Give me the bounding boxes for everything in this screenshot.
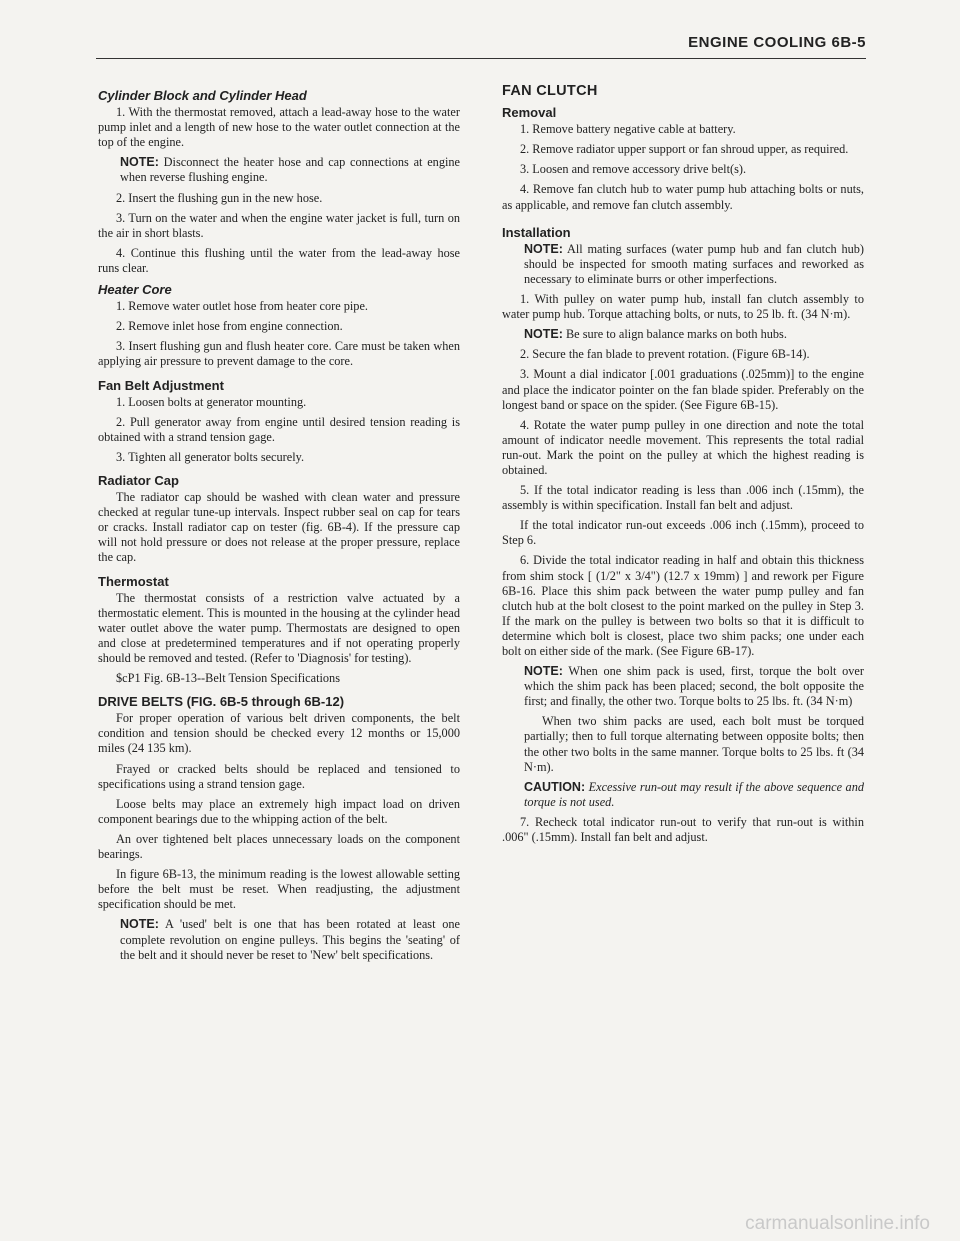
note-text: A 'used' belt is one that has been rotated at least one complete revolution on engine pulleys. This begins the 'seating' of the belt and it should never be reset to 'New' belt specifications. (120, 917, 460, 962)
section-heading-radiator-cap: Radiator Cap (98, 472, 179, 488)
note (524, 664, 864, 709)
note-label: NOTE: (120, 155, 159, 170)
note-text: When one shim pack is used, first, torque the bolt over which the shim pack has been placed; second, the bolt opposite the first; and finally, the other two. Torque bolts to 25 lbs. ft. (34 N·m) (524, 664, 864, 709)
note (120, 155, 460, 185)
section-heading-thermostat: Thermostat (98, 573, 169, 589)
caution-label: CAUTION: (524, 779, 586, 794)
note-label: NOTE: (524, 327, 563, 342)
paragraph: 5. If the total indicator reading is less than .006 inch (.15mm), the assembly is within specification. Install fan belt and adjust. (502, 483, 864, 513)
paragraph: 2. Pull generator away from engine until desired tension reading is obtained with a strand tension gage. (98, 414, 460, 444)
watermark: carmanualsonline.info (745, 1213, 930, 1234)
note-label: NOTE: (524, 664, 563, 679)
paragraph: 2. Remove radiator upper support or fan shroud upper, as required. (520, 142, 849, 157)
paragraph: 4. Rotate the water pump pulley in one direction and note the total amount of indicator needle movement. This represents the total radial run-out. Mark the point on the pulley at which the highest reading is obtained. (502, 417, 864, 477)
paragraph: 3. Tighten all generator bolts securely. (116, 449, 305, 464)
paragraph: 1. Loosen bolts at generator mounting. (116, 394, 307, 409)
figure-reference: $cP1 Fig. 6B-13--Belt Tension Specifications (116, 671, 340, 686)
note-text: Be sure to align balance marks on both hubs. (562, 327, 787, 342)
note (524, 327, 864, 342)
paragraph: 4. Remove fan clutch hub to water pump hub attaching bolts or nuts, as applicable, and remove fan clutch assembly. (502, 182, 864, 212)
section-heading-installation: Installation (502, 224, 571, 240)
paragraph: 4. Continue this flushing until the water from the lead-away hose runs clear. (98, 245, 460, 275)
paragraph: 3. Insert flushing gun and flush heater core. Care must be taken when applying air pressure to prevent damage to the core. (98, 339, 460, 369)
note-continuation: When two shim packs are used, each bolt must be torqued partially; then to full torque alternating between opposite bolts; then the other two bolts in the same manner. Torque bolts to 25 lbs. ft (34 N·m). (524, 714, 864, 774)
page-title: ENGINE COOLING 6B-5 (688, 34, 866, 51)
note (120, 917, 460, 962)
paragraph: 1. Remove battery negative cable at battery. (520, 122, 736, 137)
note-text: All mating surfaces (water pump hub and fan clutch hub) should be inspected for smooth mating surfaces and reworked as necessary to eliminate burrs or other imperfections. (524, 241, 864, 286)
paragraph: 2. Remove inlet hose from engine connection. (116, 319, 343, 334)
paragraph: The radiator cap should be washed with clean water and pressure checked at regular tune-up intervals. Inspect rubber seal on cap for tears or cracks. Install radiator cap on tester (fig. 6B-4). If the pressure cap will not hold pressure or does not release at the proper pressure, replace the cap. (98, 490, 460, 565)
note-label: NOTE: (120, 917, 159, 932)
paragraph: In figure 6B-13, the minimum reading is the lowest allowable setting before the belt must be reset. When readjusting, the adjustment specification should be met. (98, 867, 460, 912)
left-column (98, 82, 460, 968)
section-heading-heater-core: Heater Core (98, 282, 172, 298)
paragraph: 1. Remove water outlet hose from heater core pipe. (116, 299, 368, 314)
section-heading-removal: Removal (502, 105, 557, 121)
page-header (96, 32, 866, 59)
paragraph: If the total indicator run-out exceeds .006 inch (.15mm), proceed to Step 6. (502, 518, 864, 548)
section-heading-fan-belt: Fan Belt Adjustment (98, 377, 224, 393)
caution-text: Excessive run-out may result if the above sequence and torque is not used. (524, 779, 864, 809)
paragraph: 2. Secure the fan blade to prevent rotation. (Figure 6B-14). (520, 347, 810, 362)
paragraph: 3. Mount a dial indicator [.001 graduations (.025mm)] to the engine and place the indicator pointer on the fan blade spider. Preferably on the longest band or space on the spider. (See Figure 6B-15). (502, 367, 864, 412)
note-text: Disconnect the heater hose and cap connections at engine when reverse flushing engine. (120, 155, 460, 185)
paragraph: 2. Insert the flushing gun in the new hose. (116, 190, 323, 205)
section-heading-cylinder-block: Cylinder Block and Cylinder Head (98, 88, 307, 103)
right-column (502, 82, 864, 850)
note (524, 242, 864, 287)
paragraph: For proper operation of various belt driven components, the belt condition and tension should be checked every 12 months or 15,000 miles (24 135 km). (98, 711, 460, 756)
section-heading-drive-belts: DRIVE BELTS (FIG. 6B-5 through 6B-12) (98, 694, 345, 710)
note-label: NOTE: (524, 241, 563, 256)
caution (524, 780, 864, 810)
paragraph: Loose belts may place an extremely high impact load on driven component bearings due to the whipping action of the belt. (98, 796, 460, 826)
paragraph: The thermostat consists of a restriction valve actuated by a thermostatic element. This is mounted in the housing at the cylinder head water outlet above the water pump. Thermostats are designed to open and close at predetermined temperatures and if not operating properly should be removed and tested. (Refer to 'Diagnosis' for testing). (98, 590, 460, 665)
paragraph: 1. With pulley on water pump hub, install fan clutch assembly to water pump hub. Torque attaching bolts, or nuts, to 25 lb. ft. (34 N·m). (502, 292, 864, 322)
paragraph: 7. Recheck total indicator run-out to verify that run-out is within .006" (.15mm). Install fan belt and adjust. (502, 814, 864, 845)
paragraph: 3. Turn on the water and when the engine water jacket is full, turn on the air in short blasts. (98, 210, 460, 240)
paragraph: 3. Loosen and remove accessory drive belt(s). (520, 162, 747, 177)
section-heading-fan-clutch: FAN CLUTCH (502, 83, 598, 99)
paragraph: An over tightened belt places unnecessary loads on the component bearings. (98, 831, 460, 862)
paragraph: Frayed or cracked belts should be replaced and tensioned to specifications using a strand tension gage. (98, 761, 460, 791)
paragraph: 6. Divide the total indicator reading in half and obtain this thickness from shim stock [ (1/2" x 3/4") (12.7 x 19mm) ] and rework per Figure 6B-16. Place this shim pack between the water pump pulley and fan clutch hub at the bolt closest to the point marked on the pulley in Step 3. If the mark on the pulley is between two bolts so that it is difficult to determine which bolt is closest, place two shim packs; one under each bolt on either side of the mark. (See Figure 6B-17). (502, 553, 864, 658)
paragraph: 1. With the thermostat removed, attach a lead-away hose to the water pump inlet and a length of new hose to the water outlet connection at the top of the engine. (98, 105, 460, 150)
